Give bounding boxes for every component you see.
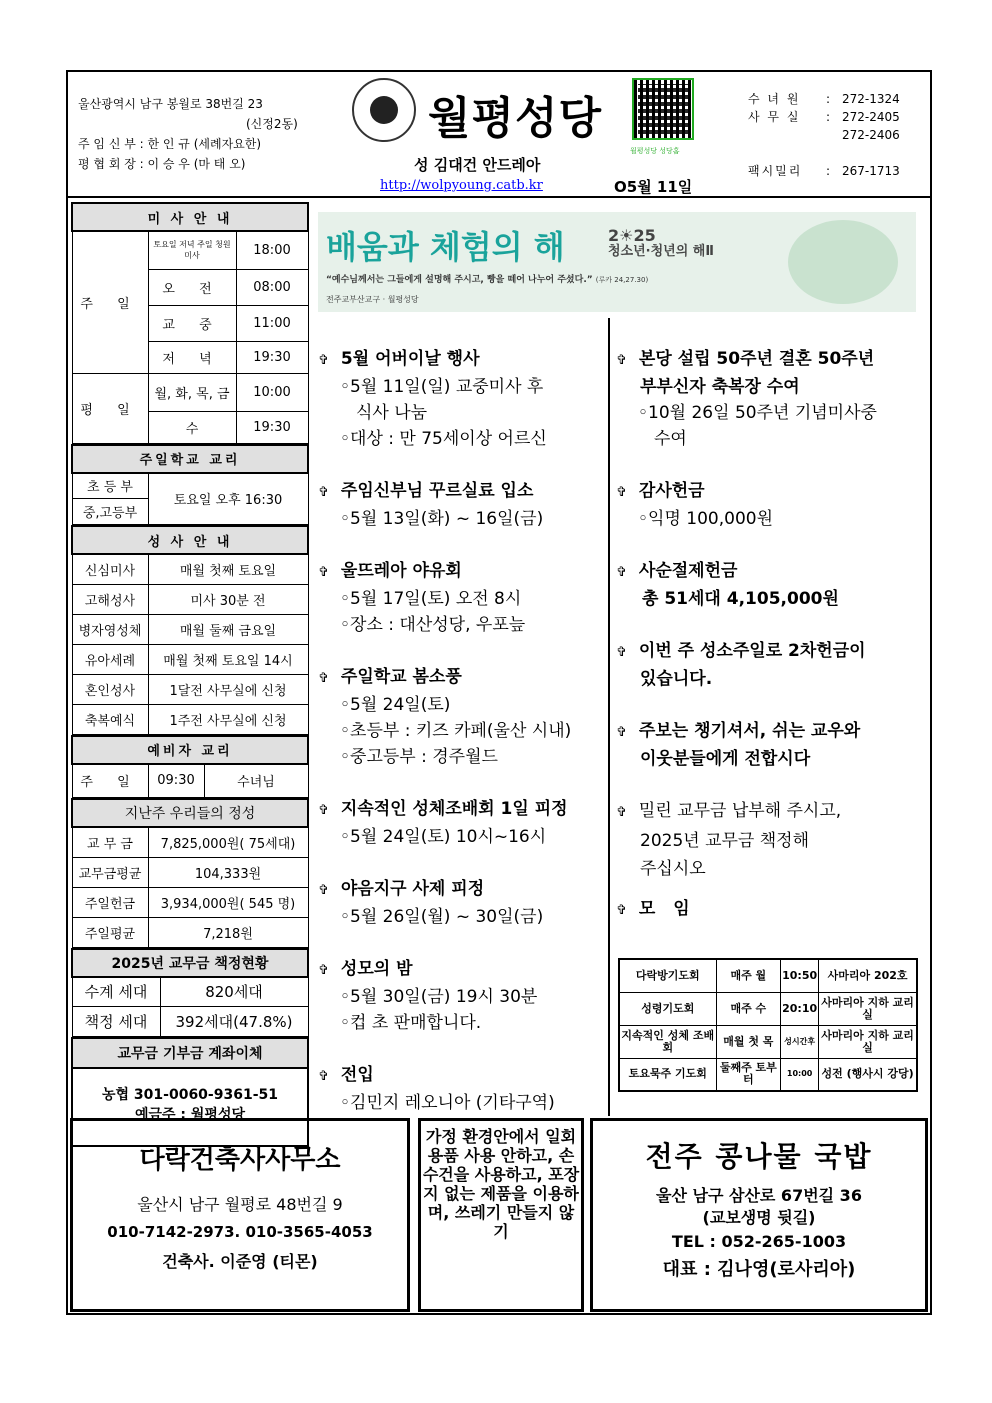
meeting-time: 10:50 <box>781 959 819 992</box>
sacrament-when: 매월 첫째 토요일 14시 <box>148 644 308 674</box>
news-item: ✞ 사순절제헌금 총 51세대 4,105,000원 <box>616 561 839 609</box>
weekday-label: 평 일 <box>72 373 148 443</box>
eco-notice: 가정 환경안에서 일회용품 사용 안하고, 손수건을 사용하고, 포장지 없는 제품을 이용하며, 쓰레기 만들지 않기 <box>418 1118 584 1312</box>
meeting-time: 20:10 <box>781 992 819 1025</box>
qr-caption: 월평성당 성당홈 <box>630 147 680 155</box>
patron-saint: 성 김대건 안드레아 <box>414 156 541 174</box>
sacrament-when: 미사 30분 전 <box>148 584 308 614</box>
meeting-name: 토요묵주 기도회 <box>619 1058 716 1091</box>
section-title: 예비자 교리 <box>72 736 308 764</box>
dues-label: 책정 세대 <box>72 1007 160 1037</box>
offering-value: 7,825,000원( 75세대) <box>148 827 308 857</box>
meeting-time: 10:00 <box>781 1058 819 1091</box>
section-title: 지난주 우리들의 정성 <box>72 799 308 827</box>
offering-value: 3,934,000원( 545 명) <box>148 887 308 917</box>
contact-row: 수 녀 원 : 272-1324 <box>748 92 900 106</box>
account-holder: 예금주 : 월평성당 <box>134 1107 245 1123</box>
sacrament-name: 병자영성체 <box>72 614 148 644</box>
meeting-when: 매주 월 <box>716 959 781 992</box>
cross-icon: ✞ <box>318 1069 329 1084</box>
year-theme-banner <box>318 212 916 312</box>
sacrament-when: 1달전 사무실에 신청 <box>148 674 308 704</box>
mass-name: 토요일 저녁 주일 청원미사 <box>148 231 236 269</box>
section-title: 주일학교 교리 <box>72 445 308 473</box>
cross-icon: ✞ <box>318 485 329 500</box>
cross-icon: ✞ <box>616 725 627 740</box>
banner-title: 배움과 체험의 해 <box>326 228 565 266</box>
cross-icon: ✞ <box>318 883 329 898</box>
meeting-when: 둘째주 토부터 <box>716 1058 781 1091</box>
sacrament-when: 매월 첫째 토요일 <box>148 554 308 584</box>
offering-label: 교 무 금 <box>72 827 148 857</box>
ad-title: 전주 콩나물 국밥 <box>645 1140 873 1173</box>
cross-icon: ✞ <box>616 805 627 820</box>
news-item: ✞ 밀린 교무금 납부해 주시고, 2025년 교무금 책정해 주십시오 <box>616 801 842 879</box>
ad-address: 울산 남구 삼산로 67번길 36 (교보생명 뒷길) <box>656 1186 862 1227</box>
mass-time: 19:30 <box>236 411 308 443</box>
dues-value: 820세대 <box>160 977 308 1007</box>
cross-icon: ✞ <box>616 485 627 500</box>
cross-icon: ✞ <box>318 963 329 978</box>
ad-restaurant <box>590 1118 928 1312</box>
section-title: 성 사 안 내 <box>72 526 308 554</box>
sunday-school-table <box>71 444 309 526</box>
mass-table <box>71 202 309 444</box>
offering-table <box>71 798 309 948</box>
ad-phone: 010-7142-2973. 010-3565-4053 <box>107 1223 373 1241</box>
ad-phone: TEL : 052-265-1003 <box>671 1232 847 1251</box>
bulletin-page <box>66 70 932 1315</box>
news-item: ✞ 주일학교 봄소풍 ◦5월 24일(토) ◦초등부 : 키즈 카페(울산 시내) ◦중고등부 : 경주월드 <box>318 667 572 767</box>
address-district: (신정2동) <box>246 117 298 131</box>
meeting-place: 사마리아 202호 <box>819 959 917 992</box>
contact-list <box>748 90 900 180</box>
mass-name: 월, 화, 목, 금 <box>148 373 236 411</box>
sunday-label: 주 일 <box>72 231 148 373</box>
news-item: ✞ 모 임 <box>616 899 696 919</box>
pastor: 주 임 신 부 : 한 인 규 (세례자요한) <box>78 137 262 151</box>
council-president: 평 협 회 장 : 이 승 우 (마 태 오) <box>78 157 246 171</box>
cross-icon: ✞ <box>318 353 329 368</box>
news-item: ✞ 이번 주 성소주일로 2차헌금이 있습니다. <box>616 641 866 689</box>
news-column-right <box>616 346 926 950</box>
news-item: ✞ 지속적인 성체조배회 1일 피정 ◦5월 24일(토) 10시~16시 <box>318 799 568 847</box>
sacrament-name: 유아세례 <box>72 644 148 674</box>
banner-logos: 전주교부산교구 · 월평성당 <box>326 295 419 304</box>
sacrament-name: 축복예식 <box>72 704 148 734</box>
catechumen-teacher: 수녀님 <box>204 764 308 798</box>
page-title: 월평성당 <box>428 93 603 144</box>
cross-icon: ✞ <box>616 645 627 660</box>
parish-info <box>78 94 298 174</box>
section-title: 2025년 교무금 책정현황 <box>72 949 308 977</box>
ad-address: 울산시 남구 월평로 48번길 9 <box>137 1195 343 1214</box>
cross-icon: ✞ <box>318 803 329 818</box>
address: 울산광역시 남구 봉월로 38번길 23 <box>78 97 263 111</box>
grade-label: 중,고등부 <box>72 499 148 525</box>
class-time: 토요일 오후 16:30 <box>148 473 308 525</box>
mass-name: 저 녁 <box>148 341 236 373</box>
mass-time: 19:30 <box>236 341 308 373</box>
sacrament-name: 혼인성사 <box>72 674 148 704</box>
ad-owner: 대표 : 김나영(로사리아) <box>662 1259 856 1280</box>
sacrament-name: 신심미사 <box>72 554 148 584</box>
schedule-column <box>71 202 309 1147</box>
ad-title: 다락건축사사무소 <box>139 1145 341 1175</box>
sacrament-name: 고해성사 <box>72 584 148 614</box>
cross-icon: ✞ <box>616 565 627 580</box>
column-divider <box>608 318 610 1116</box>
mass-name: 교 중 <box>148 305 236 341</box>
news-item: ✞ 5월 어버이날 행사 ◦5월 11일(일) 교중미사 후 식사 나눔 ◦대상 : 만 75세이상 어르신 <box>318 349 547 449</box>
meeting-name: 지속적인 성체 조배회 <box>619 1025 716 1058</box>
news-item: ✞ 야음지구 사제 피정 ◦5월 26일(월) ~ 30일(금) <box>318 879 544 927</box>
mass-time: 10:00 <box>236 373 308 411</box>
cross-icon: ✞ <box>318 565 329 580</box>
offering-label: 교무금평균 <box>72 857 148 887</box>
meeting-when: 매월 첫 목 <box>716 1025 781 1058</box>
news-column-left <box>318 346 604 1142</box>
sacrament-when: 매월 둘째 금요일 <box>148 614 308 644</box>
offering-label: 주일헌금 <box>72 887 148 917</box>
qr-code-icon[interactable] <box>632 78 694 140</box>
news-item: ✞ 주임신부님 꾸르실료 입소 ◦5월 13일(화) ~ 16일(금) <box>318 481 544 529</box>
meeting-when: 매주 수 <box>716 992 781 1025</box>
bank-account: 농협 301-0060-9361-51 <box>102 1087 278 1103</box>
dues-table <box>71 948 309 1038</box>
news-item: ✞ 감사헌금 ◦익명 100,000원 <box>616 481 773 529</box>
meetings-table <box>618 958 918 1092</box>
catechumen-table <box>71 735 309 799</box>
header <box>68 72 930 198</box>
figures-illustration-icon <box>788 220 898 304</box>
meeting-place: 사마리아 지하 교리실 <box>819 992 917 1025</box>
offering-value: 7,218원 <box>148 917 308 947</box>
section-title: 교무금 기부금 계좌이체 <box>72 1038 308 1068</box>
account-table <box>71 1037 309 1069</box>
section-title: 미 사 안 내 <box>72 203 308 231</box>
news-item: ✞ 본당 설립 50주년 결혼 50주년 부부신자 축복장 수여 ◦10월 26일 50주년 기념미사중 수여 <box>616 349 877 449</box>
parish-logo-icon <box>352 78 416 142</box>
news-item: ✞ 울뜨레아 야유회 ◦5월 17일(토) 오전 8시 ◦장소 : 대산성당, 우포늪 <box>318 561 526 635</box>
dues-value: 392세대(47.8%) <box>160 1007 308 1037</box>
cross-icon: ✞ <box>616 903 627 918</box>
banner-subtitle: 2☀25 청소년·청년의 해Ⅱ <box>608 226 714 259</box>
mass-time: 08:00 <box>236 269 308 305</box>
bulletin-date: O5월 11일 <box>614 178 693 196</box>
catechumen-time: 09:30 <box>148 764 204 798</box>
news-item: ✞ 성모의 밤 ◦5월 30일(금) 19시 30분 ◦컵 초 판매합니다. <box>318 959 538 1033</box>
mass-name: 오 전 <box>148 269 236 305</box>
cross-icon: ✞ <box>616 353 627 368</box>
meeting-name: 성령기도회 <box>619 992 716 1025</box>
mass-time: 18:00 <box>236 231 308 269</box>
contact-row: 272-2406 <box>842 128 900 142</box>
news-item: ✞ 주보는 챙기셔서, 쉬는 교우와 이웃분들에게 전합시다 <box>616 721 861 769</box>
dues-label: 수계 세대 <box>72 977 160 1007</box>
sacrament-table <box>71 525 309 735</box>
contact-row: 사 무 실 : 272-2405 <box>748 110 900 124</box>
meeting-place: 사마리아 지하 교리실 <box>819 1025 917 1058</box>
meeting-time: 성시간후 <box>781 1025 819 1058</box>
ad-architect <box>70 1118 410 1312</box>
contact-row: 팩시밀리 : 267-1713 <box>748 164 900 178</box>
ad-owner: 건축사. 이준영 (티몬) <box>162 1252 318 1271</box>
news-item: ✞ 전입 ◦김민지 레오니아 (기타구역) <box>318 1065 555 1113</box>
meeting-place: 성전 (행사시 강당) <box>819 1058 917 1091</box>
mass-name: 수 <box>148 411 236 443</box>
offering-label: 주일평균 <box>72 917 148 947</box>
cross-icon: ✞ <box>318 671 329 686</box>
banner-quote: “예수님께서는 그들에게 설명해 주시고, 빵을 떼어 나누어 주셨다.” (루카 24,27.30) <box>326 275 649 285</box>
offering-value: 104,333원 <box>148 857 308 887</box>
sacrament-when: 1주전 사무실에 신청 <box>148 704 308 734</box>
grade-label: 초 등 부 <box>72 473 148 499</box>
parish-url-link[interactable]: http://wolpyoung.catb.kr <box>380 178 543 193</box>
catechumen-day: 주 일 <box>72 764 148 798</box>
meeting-name: 다락방기도회 <box>619 959 716 992</box>
mass-time: 11:00 <box>236 305 308 341</box>
